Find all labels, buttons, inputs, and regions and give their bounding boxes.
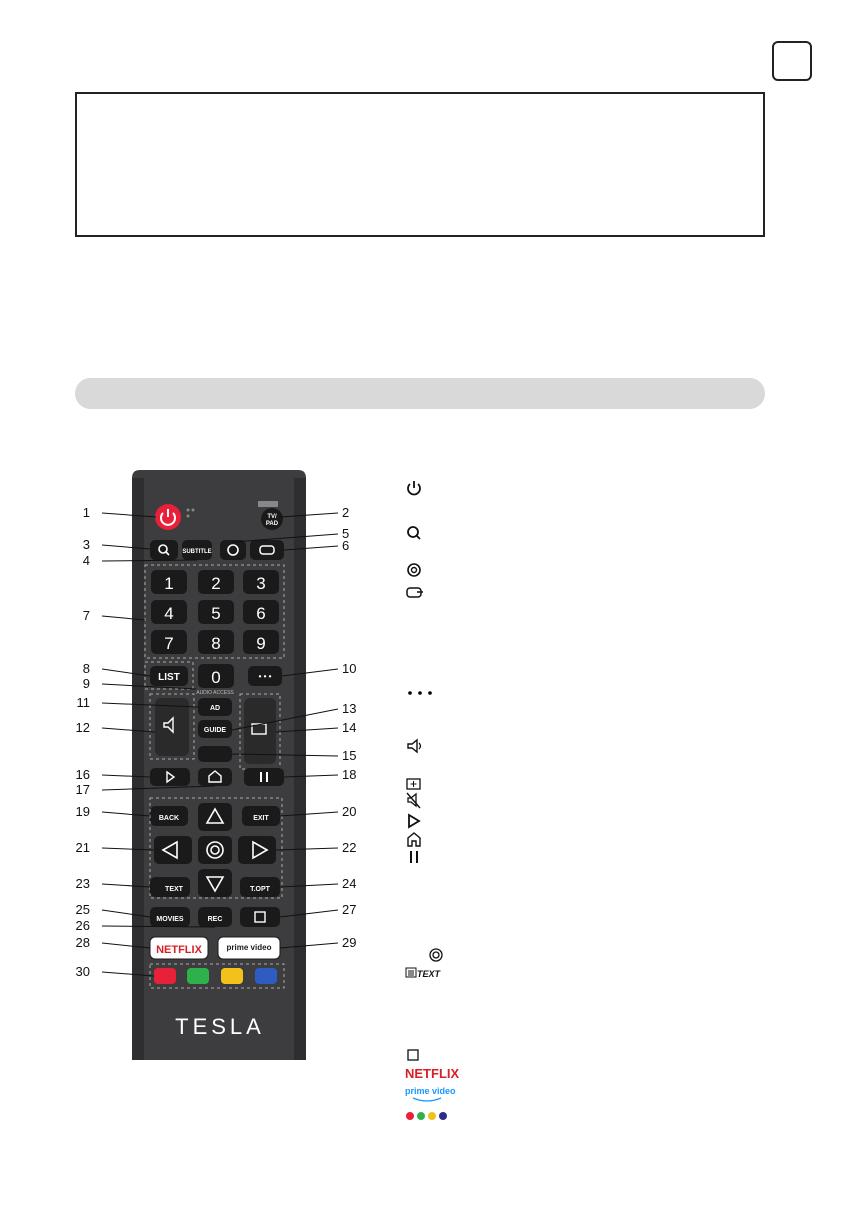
more-label: • • •	[258, 672, 272, 681]
callout-number-5: 5	[342, 526, 350, 541]
topt-label: T.OPT	[250, 886, 270, 893]
legend-mute	[405, 790, 423, 810]
pause-button[interactable]	[244, 768, 284, 786]
callout-number-28: 28	[75, 935, 90, 950]
subtitle-label: SUBTITLE	[182, 549, 212, 555]
callout-number-7: 7	[82, 608, 90, 623]
legend-play	[405, 811, 423, 831]
digit-label-3: 3	[256, 574, 266, 593]
blue-button[interactable]	[255, 968, 277, 984]
red-button[interactable]	[154, 968, 176, 984]
legend-text	[405, 963, 445, 983]
exit-label: EXIT	[253, 815, 269, 822]
search-icon	[405, 524, 423, 542]
callout-number-22: 22	[342, 840, 357, 855]
legend-stop	[405, 1045, 421, 1065]
ad-label: AD	[209, 705, 221, 712]
digit-label-9: 9	[256, 634, 266, 653]
power-icon	[405, 479, 423, 497]
green-button[interactable]	[187, 968, 209, 984]
legend-volume	[405, 736, 425, 756]
play-button[interactable]	[150, 768, 190, 786]
callout-number-4: 4	[82, 553, 90, 568]
yellow-button[interactable]	[221, 968, 243, 984]
home-icon	[405, 830, 423, 848]
ok-icon	[427, 946, 445, 964]
callout-number-2: 2	[342, 505, 350, 520]
input-button[interactable]	[250, 540, 284, 560]
netflix-label: NETFLIX	[156, 944, 202, 956]
legend-search	[405, 523, 423, 543]
input-source-icon	[405, 583, 425, 601]
digit-label-0: 0	[211, 668, 221, 687]
text-label: TEXT	[165, 886, 183, 893]
down-button[interactable]	[198, 869, 232, 897]
right-button[interactable]	[238, 836, 276, 864]
stop-icon	[405, 1047, 421, 1063]
callout-number-23: 23	[75, 876, 90, 891]
stop-button[interactable]	[240, 907, 280, 927]
callout-number-1: 1	[82, 505, 90, 520]
ok-button[interactable]	[198, 836, 232, 864]
digit-label-6: 6	[256, 604, 266, 623]
callout-number-11: 11	[76, 695, 90, 710]
callout-number-19: 19	[75, 804, 90, 819]
left-button[interactable]	[154, 836, 192, 864]
text-icon	[405, 965, 445, 981]
volume-icon	[405, 737, 425, 755]
digit-label-4: 4	[164, 604, 174, 623]
page-badge	[772, 41, 812, 81]
remote-control-illustration	[70, 470, 380, 1070]
mute-icon	[405, 790, 423, 810]
netflix-logo	[405, 1064, 465, 1082]
tv-pad-label-1: TV/	[267, 514, 277, 520]
digit-label-7: 7	[164, 634, 174, 653]
callout-number-24: 24	[342, 876, 357, 891]
callout-number-3: 3	[82, 537, 90, 552]
legend-netflix	[405, 1063, 465, 1083]
callout-number-25: 25	[75, 902, 90, 917]
notice-box	[75, 92, 765, 237]
tv-pad-label-2: PAD	[265, 521, 279, 527]
callout-number-20: 20	[342, 804, 357, 819]
callout-number-27: 27	[342, 902, 357, 917]
movies-label: MOVIES	[156, 916, 184, 923]
play-icon	[405, 812, 423, 830]
legend-more	[405, 683, 435, 703]
callout-number-30: 30	[75, 964, 90, 979]
section-header-bar	[75, 378, 765, 409]
callout-number-14: 14	[342, 720, 357, 735]
prime-logo-text: prime video	[405, 1086, 456, 1096]
digit-label-1: 1	[164, 574, 174, 593]
guide-label: GUIDE	[203, 727, 227, 734]
digit-label-2: 2	[211, 574, 221, 593]
pause-icon	[405, 848, 423, 866]
callout-number-6: 6	[342, 538, 350, 553]
callout-number-21: 21	[75, 840, 90, 855]
legend-ok	[427, 945, 445, 965]
color-dots-icon	[405, 1108, 455, 1124]
callout-number-29: 29	[342, 935, 357, 950]
callout-number-26: 26	[75, 918, 90, 933]
legend-power	[405, 478, 423, 498]
prime-video-label: prime video	[226, 943, 272, 952]
more-dots-icon	[405, 684, 435, 702]
digit-label-8: 8	[211, 634, 221, 653]
legend-pause	[405, 847, 423, 867]
callout-number-8: 8	[82, 661, 90, 676]
callout-number-12: 12	[75, 720, 90, 735]
callout-number-15: 15	[342, 748, 357, 763]
gear-icon	[405, 561, 423, 579]
legend-color-dots	[405, 1106, 455, 1126]
callout-number-17: 17	[75, 782, 90, 797]
back-label: BACK	[158, 815, 180, 822]
mute-button[interactable]	[198, 746, 232, 762]
up-button[interactable]	[198, 803, 232, 831]
list-label: LIST	[158, 672, 180, 683]
legend-input	[405, 582, 425, 602]
legend-settings	[405, 560, 423, 580]
callout-number-13: 13	[342, 701, 357, 716]
rec-label: REC	[207, 916, 223, 923]
digit-label-5: 5	[211, 604, 221, 623]
audio-access-label: AUDIO ACCESS	[196, 690, 234, 696]
search-button[interactable]	[150, 540, 178, 560]
brand-logo: TESLA	[175, 1014, 265, 1039]
netflix-logo-text: NETFLIX	[405, 1066, 460, 1081]
callout-number-9: 9	[82, 676, 90, 691]
legend-home	[405, 829, 423, 849]
text-icon-label: TEXT	[417, 969, 441, 979]
callout-number-16: 16	[75, 767, 90, 782]
legend-prime	[405, 1084, 465, 1104]
settings-button[interactable]	[220, 540, 246, 560]
prime-video-logo	[405, 1083, 465, 1105]
callout-number-18: 18	[342, 767, 357, 782]
callout-number-10: 10	[342, 661, 357, 676]
